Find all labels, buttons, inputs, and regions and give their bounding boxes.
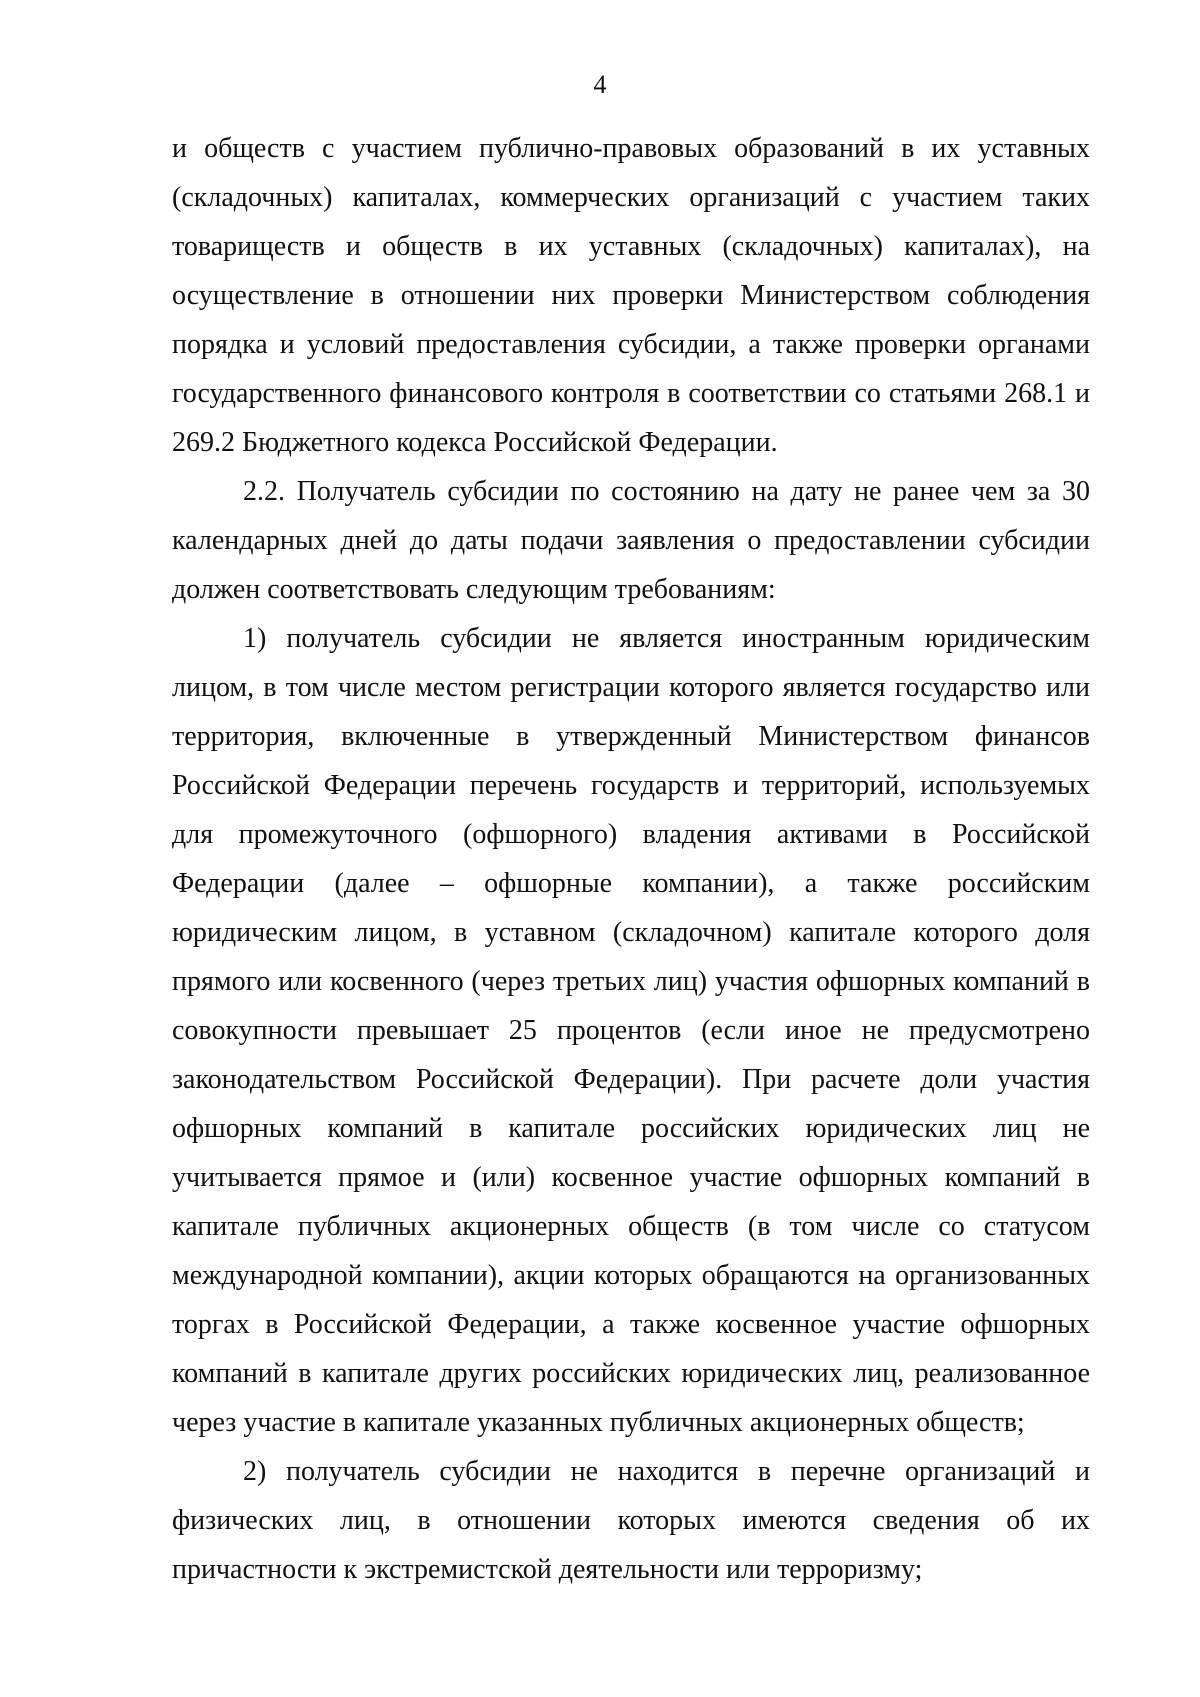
- paragraph-continuation: и обществ с участием публично-правовых образований в их уставных (складочных) капиталах, коммерческих организаций с участием таких товариществ и обществ в их уставных (складочных) капиталах), на осуществление в отношении них проверки Министерством соблюдения порядка и условий предоставления субсидии, а также проверки органами государственного финансового контроля в соответствии со статьями 268.1 и 269.2 Бюджетного кодекса Российской Федерации.: [172, 133, 1090, 458]
- page-number: 4: [593, 70, 607, 99]
- paragraph-item-2: 2) получатель субсидии не находится в перечне организаций и физических лиц, в отношении которых имеются сведения об их причастности к экстремистской деятельности или терроризму;: [172, 1456, 1090, 1585]
- paragraph-2-2: 2.2. Получатель субсидии по состоянию на дату не ранее чем за 30 календарных дней до даты подачи заявления о предоставлении субсидии должен соответствовать следующим требованиям:: [172, 476, 1090, 605]
- paragraph-item-1: 1) получатель субсидии не является иностранным юридическим лицом, в том числе местом регистрации которого является государство или территория, включенные в утвержденный Министерством финансов Российской Федерации перечень государств и территорий, используемых для промежуточного (офшорного) владения активами в Российской Федерации (далее – офшорные компании), а также российским юридическим лицом, в уставном (складочном) капитале которого доля прямого или косвенного (через третьих лиц) участия офшорных компаний в совокупности превышает 25 процентов (если иное не предусмотрено законодательством Российской Федерации). При расчете доли участия офшорных компаний в капитале российских юридических лиц не учитывается прямое и (или) косвенное участие офшорных компаний в капитале публичных акционерных обществ (в том числе со статусом международной компании), акции которых обращаются на организованных торгах в Российской Федерации, а также косвенное участие офшорных компаний в капитале других российских юридических лиц, реализованное через участие в капитале указанных публичных акционерных обществ;: [172, 623, 1090, 1438]
- document-body: [172, 124, 1090, 1594]
